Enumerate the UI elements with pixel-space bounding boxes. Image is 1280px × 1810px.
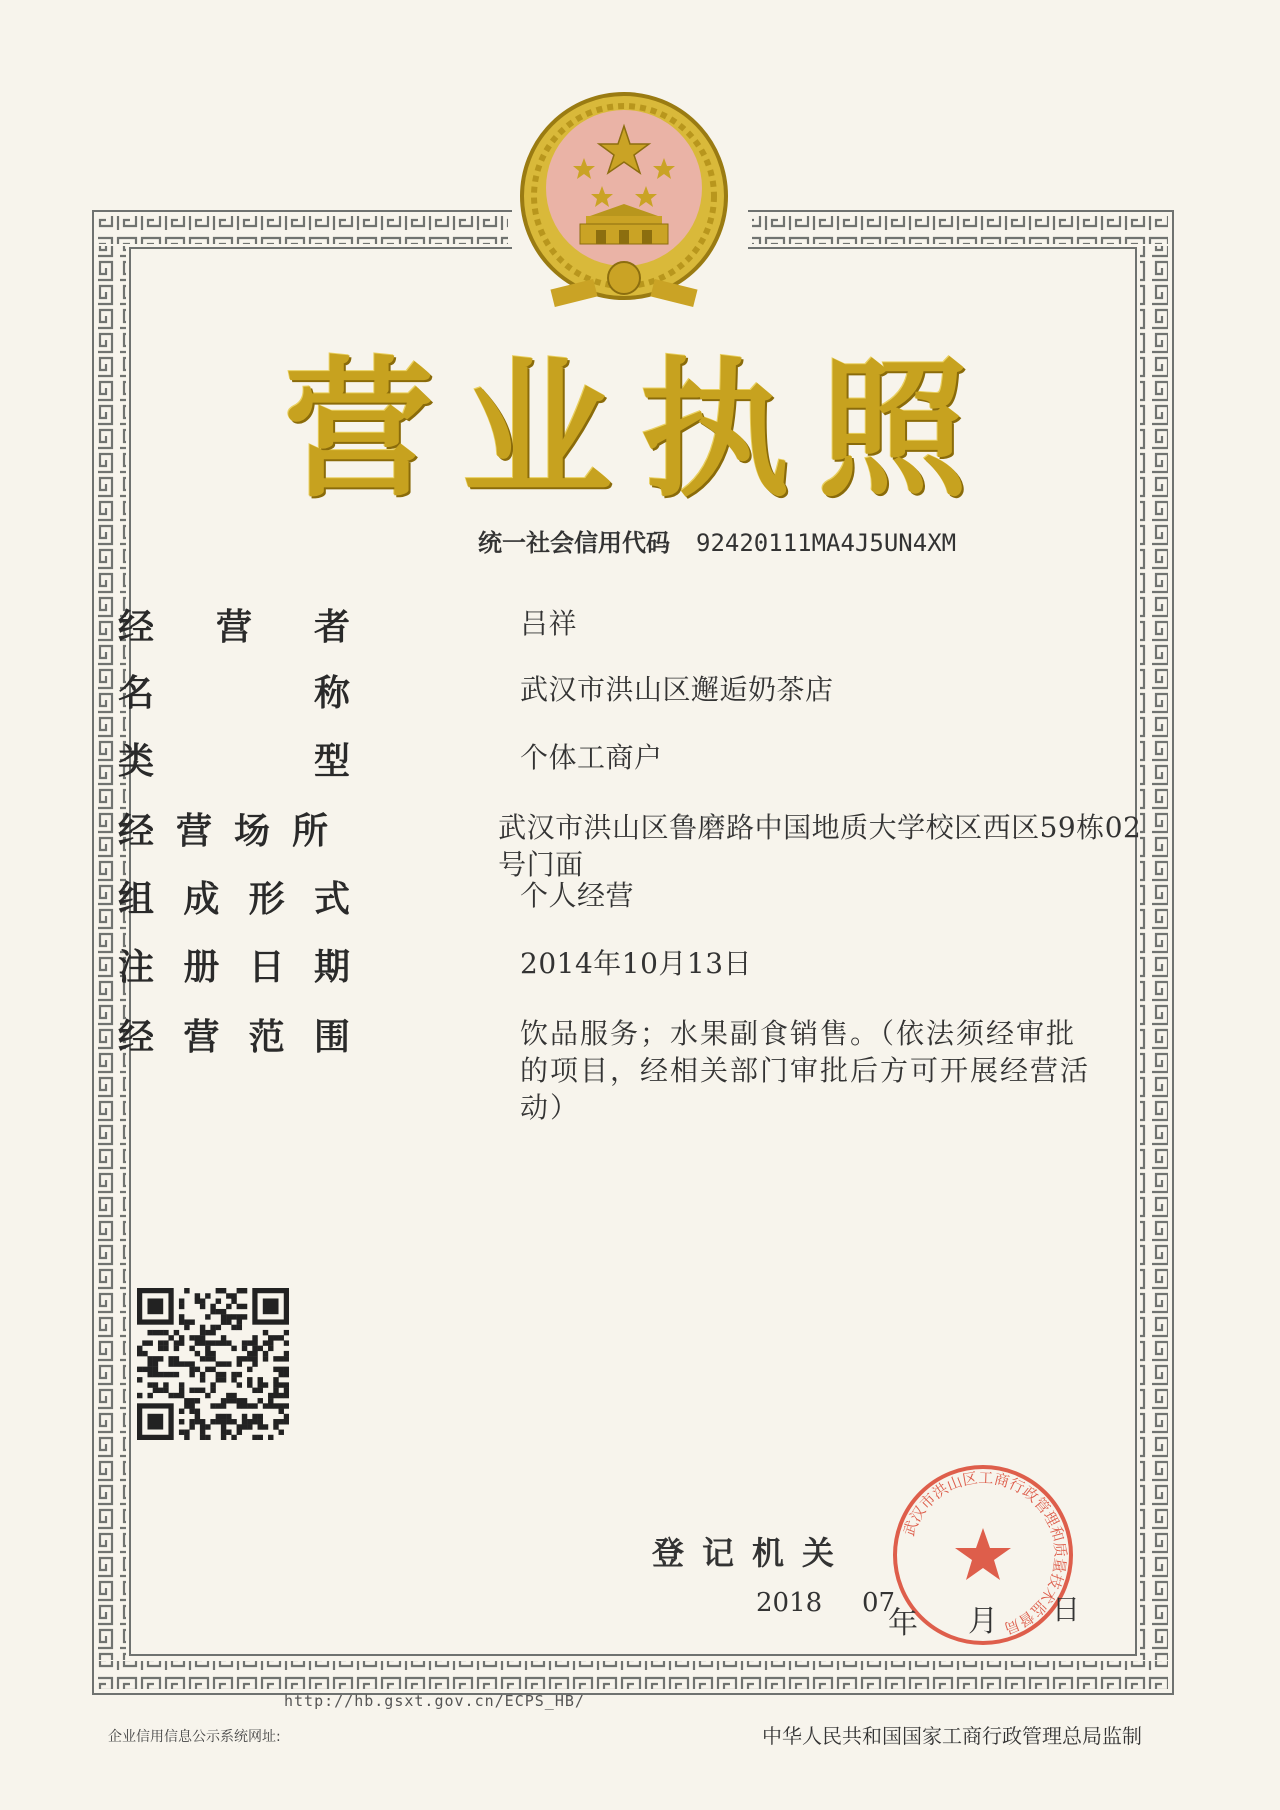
seal-text: 武汉市洪山区工商行政管理和质量技术监督局 xyxy=(899,1468,1070,1638)
footer-system-label: 企业信用信息公示系统网址: xyxy=(108,1729,281,1745)
field-label xyxy=(118,1016,350,1059)
field-name xyxy=(118,672,834,715)
label-char: 者 xyxy=(313,607,350,648)
label-char: 范 xyxy=(248,1017,285,1058)
label-char: 名 xyxy=(118,673,155,714)
field-value xyxy=(520,1016,1120,1127)
label-char: 营 xyxy=(215,607,252,648)
date-day-unit: 日 xyxy=(1052,1593,1081,1626)
field-label xyxy=(118,810,328,853)
issue-date xyxy=(0,1588,1280,1641)
label-char: 册 xyxy=(183,947,220,988)
field-business-scope xyxy=(118,1016,1120,1127)
credit-code-row xyxy=(478,523,956,558)
field-label xyxy=(118,946,350,989)
field-value: 2014年10月13日 xyxy=(520,947,753,980)
field-premises xyxy=(118,810,1158,884)
field-value: 个人经营 xyxy=(520,879,635,912)
date-year: 2018 xyxy=(756,1588,823,1618)
label-char: 期 xyxy=(313,947,350,988)
field-operator xyxy=(118,606,577,649)
field-value: 武汉市洪山区鲁磨路中国地质大学校区西区59栋02号门面 xyxy=(498,811,1142,881)
label-char: 形 xyxy=(248,879,285,920)
label-char: 类 xyxy=(118,741,155,782)
field-registration-date xyxy=(118,946,752,989)
date-year-unit: 年 xyxy=(888,1606,918,1641)
label-char: 营 xyxy=(183,1017,220,1058)
label-char: 型 xyxy=(313,741,350,782)
field-value: 个体工商户 xyxy=(520,741,663,774)
field-label xyxy=(118,672,350,715)
date-month-unit: 月 xyxy=(968,1604,998,1639)
field-value: 武汉市洪山区邂逅奶茶店 xyxy=(520,673,834,706)
label-char: 经 xyxy=(118,811,155,852)
label-char: 围 xyxy=(313,1017,350,1058)
license-title: 营业执照 xyxy=(283,344,996,518)
date-month: 07 xyxy=(862,1588,896,1618)
field-organization-form xyxy=(118,878,634,921)
system-url[interactable]: http://hb.gsxt.gov.cn/ECPS_HB/ xyxy=(284,1692,585,1710)
label-char: 经 xyxy=(118,607,155,648)
label-char: 经 xyxy=(118,1017,155,1058)
field-label xyxy=(118,606,350,649)
label-char: 称 xyxy=(313,673,350,714)
scope-line: 饮品服务；水果副食销售。（依法须经审批 xyxy=(520,1017,1077,1050)
scope-line: 动） xyxy=(520,1090,581,1124)
authority-label: 登记机关 xyxy=(652,1534,853,1572)
credit-code-value: 92420111MA4J5UN4XM xyxy=(696,529,957,557)
field-label xyxy=(118,740,350,783)
field-label xyxy=(118,878,350,921)
scope-line: 的项目，经相关部门审批后方可开展经营活 xyxy=(520,1053,1091,1087)
label-char: 注 xyxy=(118,947,155,988)
label-char: 式 xyxy=(313,879,350,920)
qr-code-icon[interactable] xyxy=(137,1288,289,1440)
footer-supervisor: 中华人民共和国国家工商行政管理总局监制 xyxy=(762,1724,1142,1748)
label-char: 营 xyxy=(176,811,213,852)
label-char: 成 xyxy=(183,879,220,920)
field-value: 吕祥 xyxy=(520,607,578,640)
label-char: 组 xyxy=(118,879,155,920)
label-char: 所 xyxy=(292,811,329,852)
label-char: 日 xyxy=(248,947,285,988)
national-emblem-icon xyxy=(506,88,742,316)
credit-code-label: 统一社会信用代码 xyxy=(478,529,670,557)
field-type xyxy=(118,740,663,783)
label-char: 场 xyxy=(234,811,271,852)
